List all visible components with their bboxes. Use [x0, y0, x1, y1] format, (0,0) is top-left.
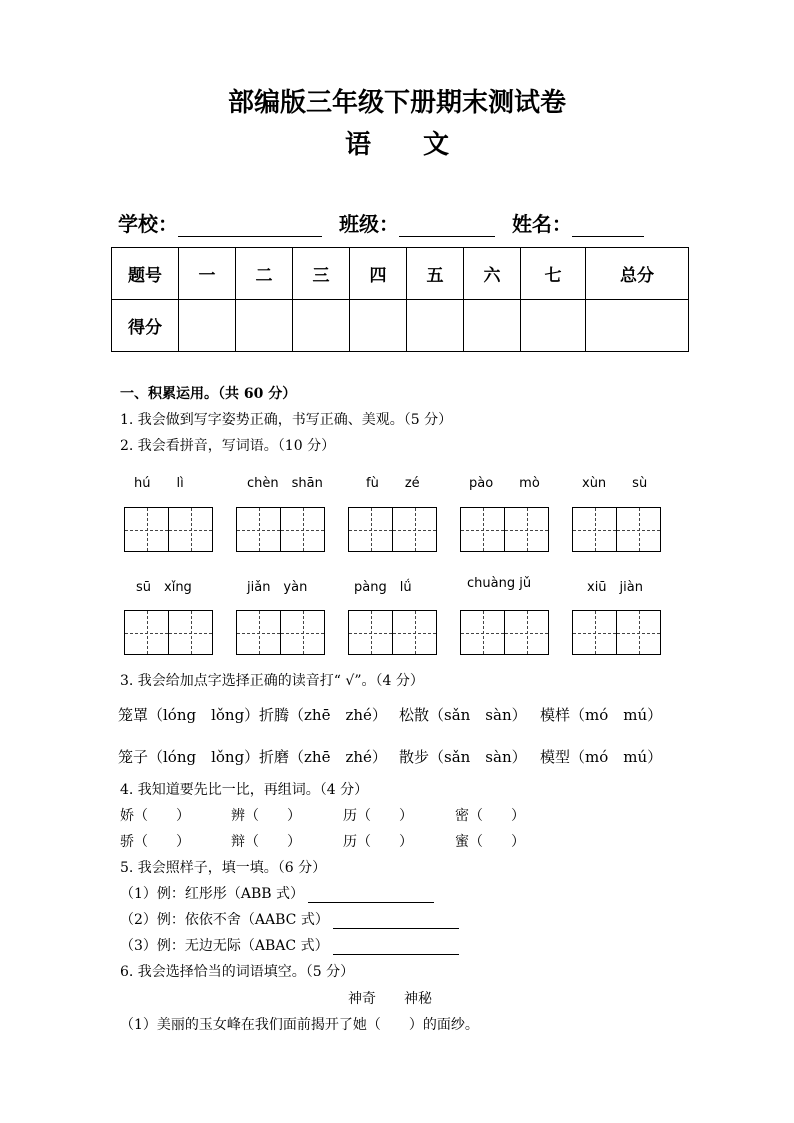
tianzige-cell[interactable]: [236, 610, 281, 655]
compare-item[interactable]: 骄（ ）: [120, 834, 190, 850]
tianzige-cell[interactable]: [236, 507, 281, 552]
compare-item[interactable]: 历（ ）: [343, 808, 413, 824]
score-table-header-row: [112, 248, 689, 300]
name-blank[interactable]: [572, 214, 644, 237]
score-cell[interactable]: [464, 300, 521, 352]
question-3: 3. 我会给加点字选择正确的读音打“ √”。（4 分）: [120, 673, 424, 689]
writing-grid[interactable]: [124, 507, 213, 552]
reading-choice[interactable]: 笼罩（lóng lǒng）: [118, 706, 260, 724]
score-cell[interactable]: [407, 300, 464, 352]
reading-choice[interactable]: 模型（mó mú）: [540, 748, 663, 766]
tianzige-cell[interactable]: [280, 507, 325, 552]
pinyin-label: fù zé: [366, 476, 420, 491]
compare-item[interactable]: 娇（ ）: [120, 808, 190, 824]
pinyin-label: pào mò: [469, 476, 540, 491]
pinyin-label: jiǎn yàn: [247, 580, 308, 595]
tianzige-cell[interactable]: [572, 610, 617, 655]
name-label: 姓名：: [511, 212, 572, 236]
school-blank[interactable]: [178, 214, 322, 237]
score-cell[interactable]: [179, 300, 236, 352]
score-cell[interactable]: [521, 300, 586, 352]
writing-grid[interactable]: [124, 610, 213, 655]
pinyin-label: hú lì: [134, 476, 184, 491]
writing-grid[interactable]: [348, 507, 437, 552]
pattern-item: [120, 909, 459, 929]
score-header-cell: 三: [293, 248, 350, 300]
score-cell[interactable]: [293, 300, 350, 352]
writing-grid[interactable]: [348, 610, 437, 655]
exam-title: 部编版三年级下册期末测试卷: [227, 88, 566, 118]
pattern-example: （3）例：无边无际（ABAC 式）: [120, 938, 329, 954]
writing-grid[interactable]: [460, 507, 549, 552]
pinyin-label: chèn shān: [247, 476, 323, 491]
class-blank[interactable]: [399, 214, 495, 237]
answer-blank[interactable]: [333, 940, 459, 955]
tianzige-cell[interactable]: [124, 610, 169, 655]
pattern-example: （2）例：依依不舍（AABC 式）: [120, 912, 329, 928]
tianzige-cell[interactable]: [616, 610, 661, 655]
question-5: 5. 我会照样子，填一填。（6 分）: [120, 860, 327, 876]
section-heading: 一、积累运用。（共 60 分）: [120, 386, 297, 402]
school-label: 学校：: [118, 212, 178, 236]
tianzige-cell[interactable]: [392, 507, 437, 552]
subject-title: 语 文: [344, 130, 449, 160]
fill-blank-item: （1）美丽的玉女峰在我们面前揭开了她（ ）的面纱。: [120, 1017, 479, 1033]
reading-choice[interactable]: 折磨（zhē zhé）: [259, 748, 387, 766]
reading-choice[interactable]: 松散（sǎn sàn）: [399, 706, 527, 724]
pinyin-label: chuàng jǔ: [467, 576, 532, 591]
tianzige-cell[interactable]: [504, 610, 549, 655]
score-row-label: 得分: [112, 300, 179, 352]
score-table: [111, 247, 689, 352]
question-4: 4. 我知道要先比一比，再组词。（4 分）: [120, 782, 369, 798]
question-2: 2. 我会看拼音，写词语。（10 分）: [120, 438, 336, 454]
compare-item[interactable]: 密（ ）: [455, 808, 525, 824]
pattern-item: [120, 883, 434, 903]
question-1: 1. 我会做到写字姿势正确，书写正确、美观。（5 分）: [120, 412, 453, 428]
score-cell[interactable]: [236, 300, 293, 352]
answer-blank[interactable]: [308, 888, 434, 903]
score-header-cell: 总分: [586, 248, 689, 300]
score-cell[interactable]: [586, 300, 689, 352]
tianzige-cell[interactable]: [504, 507, 549, 552]
pattern-example: （1）例：红彤彤（ABB 式）: [120, 886, 305, 902]
writing-grid[interactable]: [236, 610, 325, 655]
reading-choice[interactable]: 笼子（lóng lǒng）: [118, 748, 260, 766]
reading-choice[interactable]: 模样（mó mú）: [540, 706, 663, 724]
word-choices: 神奇 神秘: [348, 991, 432, 1007]
score-cell[interactable]: [350, 300, 407, 352]
answer-blank[interactable]: [333, 914, 459, 929]
score-header-cell: 五: [407, 248, 464, 300]
pinyin-label: sū xǐng: [136, 580, 192, 595]
tianzige-cell[interactable]: [168, 610, 213, 655]
compare-item[interactable]: 辨（ ）: [231, 808, 301, 824]
tianzige-cell[interactable]: [280, 610, 325, 655]
tianzige-cell[interactable]: [168, 507, 213, 552]
score-header-cell: 二: [236, 248, 293, 300]
compare-item[interactable]: 辩（ ）: [231, 834, 301, 850]
pattern-item: [120, 935, 459, 955]
tianzige-cell[interactable]: [392, 610, 437, 655]
tianzige-cell[interactable]: [460, 610, 505, 655]
question-6: 6. 我会选择恰当的词语填空。（5 分）: [120, 964, 355, 980]
pinyin-label: xiū jiàn: [587, 580, 643, 595]
pinyin-label: xùn sù: [582, 476, 648, 491]
class-label: 班级：: [338, 212, 399, 236]
writing-grid[interactable]: [236, 507, 325, 552]
score-header-cell: 六: [464, 248, 521, 300]
tianzige-cell[interactable]: [348, 507, 393, 552]
score-header-cell: 一: [179, 248, 236, 300]
tianzige-cell[interactable]: [572, 507, 617, 552]
score-header-cell: 七: [521, 248, 586, 300]
compare-item[interactable]: 历（ ）: [343, 834, 413, 850]
compare-item[interactable]: 蜜（ ）: [455, 834, 525, 850]
writing-grid[interactable]: [572, 507, 661, 552]
reading-choice[interactable]: 折腾（zhē zhé）: [259, 706, 387, 724]
score-table-score-row: [112, 300, 689, 352]
tianzige-cell[interactable]: [124, 507, 169, 552]
reading-choice[interactable]: 散步（sǎn sàn）: [399, 748, 527, 766]
tianzige-cell[interactable]: [348, 610, 393, 655]
score-header-cell: 题号: [112, 248, 179, 300]
writing-grid[interactable]: [572, 610, 661, 655]
tianzige-cell[interactable]: [460, 507, 505, 552]
writing-grid[interactable]: [460, 610, 549, 655]
student-info-line: [118, 208, 644, 237]
pinyin-label: pàng lǘ: [354, 580, 412, 595]
score-header-cell: 四: [350, 248, 407, 300]
tianzige-cell[interactable]: [616, 507, 661, 552]
